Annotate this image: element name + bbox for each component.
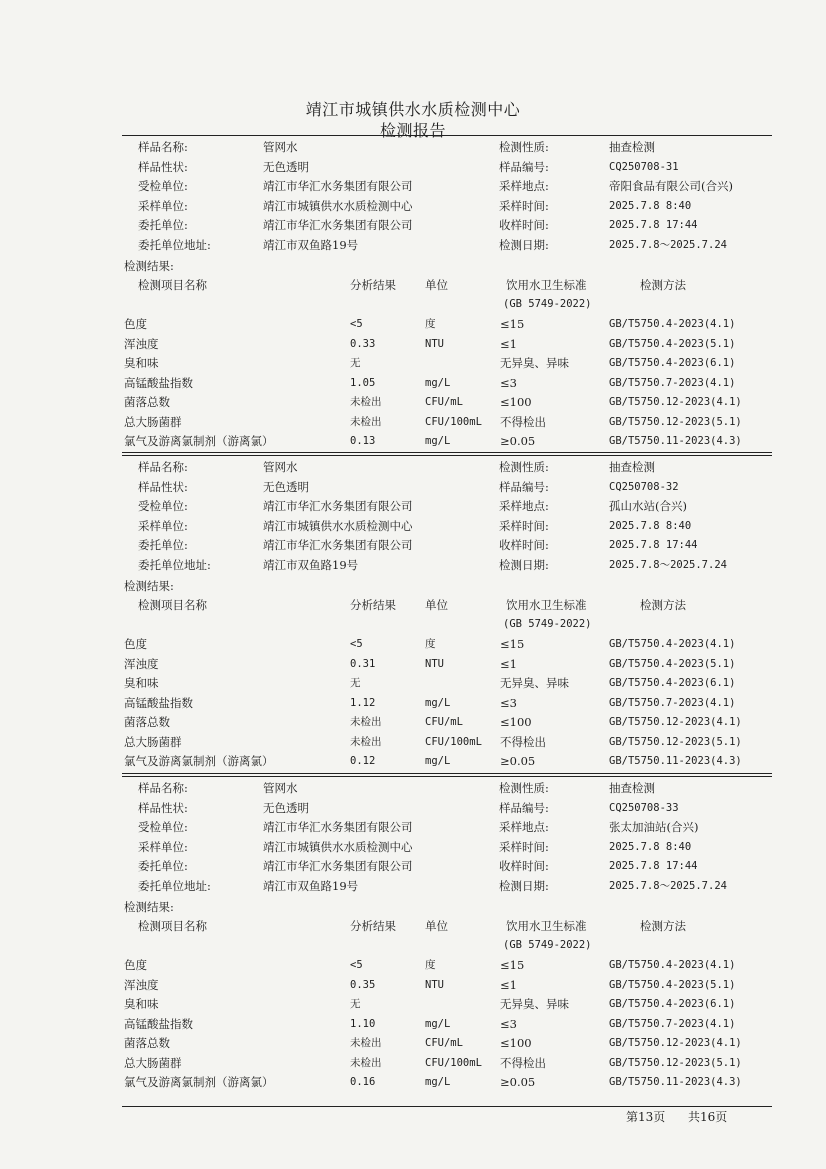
row-standard: ≤100 xyxy=(500,1036,532,1050)
row-item: 臭和味 xyxy=(124,997,159,1011)
value-client-unit: 靖江市华汇水务集团有限公司 xyxy=(263,538,413,552)
row-unit: mg/L xyxy=(425,376,451,389)
row-standard: ≤1 xyxy=(500,977,517,992)
row-item: 总大肠菌群 xyxy=(124,734,182,749)
value-sampling-time: 2025.7.8 8:40 xyxy=(609,519,692,532)
row-unit: NTU xyxy=(425,337,444,350)
row-item: 高锰酸盐指数 xyxy=(124,695,193,710)
row-method: GB/T5750.12-2023(4.1) xyxy=(609,716,742,728)
block-separator-rule xyxy=(122,776,772,777)
value-client-address: 靖江市双鱼路19号 xyxy=(263,237,359,252)
label-client-unit: 委托单位: xyxy=(138,538,188,552)
row-method: GB/T5750.11-2023(4.3) xyxy=(609,1076,742,1088)
value-receive-time: 2025.7.8 17:44 xyxy=(609,539,698,551)
report-title: 检测报告 xyxy=(379,121,446,140)
value-sample-name: 管网水 xyxy=(263,140,298,154)
row-result: 无 xyxy=(350,677,361,689)
row-result: <5 xyxy=(350,318,363,330)
row-method: GB/T5750.12-2023(4.1) xyxy=(609,396,742,408)
value-client-unit: 靖江市华汇水务集团有限公司 xyxy=(263,859,413,873)
value-test-nature: 抽查检测 xyxy=(609,140,655,154)
col-standard-code: (GB 5749-2022) xyxy=(503,618,592,630)
value-tested-unit: 靖江市华汇水务集团有限公司 xyxy=(263,499,413,513)
label-sampling-time: 采样时间: xyxy=(499,839,549,854)
value-sampling-time: 2025.7.8 8:40 xyxy=(609,199,692,212)
results-label: 检测结果: xyxy=(124,259,174,273)
row-method: GB/T5750.7-2023(4.1) xyxy=(609,1017,736,1030)
value-sample-no: CQ250708-33 xyxy=(609,801,679,814)
label-sampling-site: 采样地点: xyxy=(499,499,549,513)
label-sample-name: 样品名称: xyxy=(138,460,188,474)
row-item: 菌落总数 xyxy=(124,395,170,409)
row-unit: 度 xyxy=(425,318,436,330)
row-result: 未检出 xyxy=(350,716,382,728)
col-standard-code: (GB 5749-2022) xyxy=(503,939,592,951)
row-unit: CFU/100mL xyxy=(425,735,482,748)
col-item-header: 检测项目名称 xyxy=(138,919,207,933)
row-method: GB/T5750.4-2023(5.1) xyxy=(609,978,736,991)
row-method: GB/T5750.4-2023(4.1) xyxy=(609,959,736,971)
row-result: 0.12 xyxy=(350,755,376,767)
col-method-header: 检测方法 xyxy=(640,278,686,292)
label-tested-unit: 受检单位: xyxy=(138,820,188,834)
value-test-date: 2025.7.8～2025.7.24 xyxy=(609,238,727,251)
row-unit: 度 xyxy=(425,638,436,650)
row-item: 臭和味 xyxy=(124,676,159,690)
row-unit: NTU xyxy=(425,978,444,991)
row-standard: 无异臭、异味 xyxy=(500,997,569,1011)
row-standard: ≤3 xyxy=(500,375,517,390)
label-receive-time: 收样时间: xyxy=(499,538,549,552)
row-result: 1.05 xyxy=(350,376,376,389)
value-tested-unit: 靖江市华汇水务集团有限公司 xyxy=(263,820,413,834)
row-standard: ≤3 xyxy=(500,695,517,710)
results-label: 检测结果: xyxy=(124,900,174,914)
col-standard-code: (GB 5749-2022) xyxy=(503,298,592,310)
label-sample-name: 样品名称: xyxy=(138,140,188,154)
row-standard: ≤1 xyxy=(500,336,517,351)
label-tested-unit: 受检单位: xyxy=(138,499,188,513)
label-sampling-unit: 采样单位: xyxy=(138,198,188,213)
row-item: 氯气及游离氯制剂（游离氯） xyxy=(124,434,274,448)
value-client-address: 靖江市双鱼路19号 xyxy=(263,557,359,572)
value-sampling-site: 孤山水站(合兴) xyxy=(609,499,687,513)
results-label: 检测结果: xyxy=(124,579,174,593)
label-receive-time: 收样时间: xyxy=(499,218,549,232)
label-sampling-unit: 采样单位: xyxy=(138,839,188,854)
row-standard: 无异臭、异味 xyxy=(500,356,569,370)
row-unit: CFU/100mL xyxy=(425,415,482,428)
page-number: 第13页 xyxy=(626,1110,666,1124)
label-sampling-site: 采样地点: xyxy=(499,179,549,193)
value-sampling-time: 2025.7.8 8:40 xyxy=(609,840,692,853)
value-test-nature: 抽查检测 xyxy=(609,781,655,795)
row-result: <5 xyxy=(350,959,363,971)
block-separator-rule xyxy=(122,455,772,456)
row-item: 浑浊度 xyxy=(124,656,159,671)
value-sampling-unit: 靖江市城镇供水水质检测中心 xyxy=(263,198,413,213)
col-item-header: 检测项目名称 xyxy=(138,278,207,292)
col-result-header: 分析结果 xyxy=(350,598,396,612)
row-unit: mg/L xyxy=(425,1017,451,1030)
row-result: 未检出 xyxy=(350,735,382,748)
row-unit: mg/L xyxy=(425,1076,451,1088)
label-test-date: 检测日期: xyxy=(499,557,549,572)
row-method: GB/T5750.4-2023(6.1) xyxy=(609,357,736,369)
row-standard: ≥0.05 xyxy=(500,434,536,448)
row-method: GB/T5750.4-2023(4.1) xyxy=(609,318,736,330)
label-test-nature: 检测性质: xyxy=(499,781,549,795)
row-item: 色度 xyxy=(124,958,147,972)
col-unit-header: 单位 xyxy=(425,598,448,612)
label-sampling-time: 采样时间: xyxy=(499,518,549,533)
row-item: 菌落总数 xyxy=(124,1036,170,1050)
row-item: 臭和味 xyxy=(124,356,159,370)
row-method: GB/T5750.12-2023(5.1) xyxy=(609,735,742,748)
row-item: 浑浊度 xyxy=(124,336,159,351)
row-result: 无 xyxy=(350,998,361,1010)
row-standard: ≤1 xyxy=(500,656,517,671)
row-result: 1.10 xyxy=(350,1017,376,1030)
col-standard-header: 饮用水卫生标准 xyxy=(506,278,587,292)
row-unit: mg/L xyxy=(425,755,451,767)
label-sample-state: 样品性状: xyxy=(138,479,188,494)
row-standard: 不得检出 xyxy=(500,414,546,429)
col-method-header: 检测方法 xyxy=(640,919,686,933)
row-standard: ≤15 xyxy=(500,317,525,331)
row-unit: CFU/mL xyxy=(425,716,463,728)
value-client-address: 靖江市双鱼路19号 xyxy=(263,878,359,893)
row-result: 无 xyxy=(350,357,361,369)
row-item: 色度 xyxy=(124,637,147,651)
value-client-unit: 靖江市华汇水务集团有限公司 xyxy=(263,218,413,232)
block-separator-rule xyxy=(122,452,772,453)
label-test-nature: 检测性质: xyxy=(499,140,549,154)
row-result: 未检出 xyxy=(350,415,382,428)
value-sample-state: 无色透明 xyxy=(263,479,309,494)
col-standard-header: 饮用水卫生标准 xyxy=(506,919,587,933)
row-result: <5 xyxy=(350,638,363,650)
row-item: 总大肠菌群 xyxy=(124,1055,182,1070)
label-sample-no: 样品编号: xyxy=(499,800,549,815)
row-item: 菌落总数 xyxy=(124,715,170,729)
label-client-address: 委托单位地址: xyxy=(138,237,211,252)
value-test-date: 2025.7.8～2025.7.24 xyxy=(609,879,727,892)
row-result: 0.35 xyxy=(350,978,376,991)
value-sample-state: 无色透明 xyxy=(263,159,309,174)
label-test-date: 检测日期: xyxy=(499,878,549,893)
label-sample-state: 样品性状: xyxy=(138,800,188,815)
value-sample-no: CQ250708-31 xyxy=(609,160,679,173)
label-test-nature: 检测性质: xyxy=(499,460,549,474)
label-client-unit: 委托单位: xyxy=(138,859,188,873)
col-unit-header: 单位 xyxy=(425,919,448,933)
col-standard-header: 饮用水卫生标准 xyxy=(506,598,587,612)
block-top-rule xyxy=(122,135,772,136)
row-unit: mg/L xyxy=(425,696,451,709)
row-unit: 度 xyxy=(425,959,436,971)
value-test-nature: 抽查检测 xyxy=(609,460,655,474)
row-result: 0.16 xyxy=(350,1076,376,1088)
row-unit: CFU/100mL xyxy=(425,1056,482,1069)
row-method: GB/T5750.12-2023(5.1) xyxy=(609,415,742,428)
label-sampling-time: 采样时间: xyxy=(499,198,549,213)
row-result: 未检出 xyxy=(350,1037,382,1049)
row-standard: 不得检出 xyxy=(500,1055,546,1070)
row-result: 1.12 xyxy=(350,696,376,709)
row-result: 0.31 xyxy=(350,657,376,670)
col-unit-header: 单位 xyxy=(425,278,448,292)
row-standard: 无异臭、异味 xyxy=(500,676,569,690)
value-sample-state: 无色透明 xyxy=(263,800,309,815)
row-unit: CFU/mL xyxy=(425,1037,463,1049)
row-result: 0.13 xyxy=(350,435,376,447)
value-sampling-unit: 靖江市城镇供水水质检测中心 xyxy=(263,839,413,854)
block-separator-rule xyxy=(122,773,772,774)
value-sampling-site: 帝阳食品有限公司(合兴) xyxy=(609,179,733,193)
col-item-header: 检测项目名称 xyxy=(138,598,207,612)
row-method: GB/T5750.11-2023(4.3) xyxy=(609,435,742,447)
row-standard: ≤100 xyxy=(500,395,532,409)
col-method-header: 检测方法 xyxy=(640,598,686,612)
value-sample-no: CQ250708-32 xyxy=(609,480,679,493)
value-sample-name: 管网水 xyxy=(263,460,298,474)
col-result-header: 分析结果 xyxy=(350,919,396,933)
row-method: GB/T5750.11-2023(4.3) xyxy=(609,755,742,767)
org-title: 靖江市城镇供水水质检测中心 xyxy=(305,100,521,119)
row-item: 总大肠菌群 xyxy=(124,414,182,429)
label-receive-time: 收样时间: xyxy=(499,859,549,873)
row-unit: NTU xyxy=(425,657,444,670)
value-test-date: 2025.7.8～2025.7.24 xyxy=(609,558,727,571)
value-tested-unit: 靖江市华汇水务集团有限公司 xyxy=(263,179,413,193)
row-method: GB/T5750.7-2023(4.1) xyxy=(609,696,736,709)
row-method: GB/T5750.4-2023(5.1) xyxy=(609,657,736,670)
row-item: 氯气及游离氯制剂（游离氯） xyxy=(124,1075,274,1089)
row-result: 0.33 xyxy=(350,337,376,350)
row-item: 氯气及游离氯制剂（游离氯） xyxy=(124,754,274,768)
row-method: GB/T5750.4-2023(5.1) xyxy=(609,337,736,350)
label-test-date: 检测日期: xyxy=(499,237,549,252)
row-standard: ≥0.05 xyxy=(500,754,536,768)
row-unit: mg/L xyxy=(425,435,451,447)
label-sample-no: 样品编号: xyxy=(499,159,549,174)
page-total: 共16页 xyxy=(688,1110,728,1124)
row-item: 高锰酸盐指数 xyxy=(124,1016,193,1031)
row-item: 色度 xyxy=(124,317,147,331)
row-method: GB/T5750.4-2023(4.1) xyxy=(609,638,736,650)
label-sampling-site: 采样地点: xyxy=(499,820,549,834)
label-client-unit: 委托单位: xyxy=(138,218,188,232)
row-method: GB/T5750.4-2023(6.1) xyxy=(609,677,736,689)
row-item: 浑浊度 xyxy=(124,977,159,992)
label-sample-state: 样品性状: xyxy=(138,159,188,174)
row-unit: CFU/mL xyxy=(425,396,463,408)
value-sampling-site: 张太加油站(合兴) xyxy=(609,820,699,834)
label-sampling-unit: 采样单位: xyxy=(138,518,188,533)
value-receive-time: 2025.7.8 17:44 xyxy=(609,219,698,231)
row-method: GB/T5750.12-2023(5.1) xyxy=(609,1056,742,1069)
row-method: GB/T5750.7-2023(4.1) xyxy=(609,376,736,389)
row-result: 未检出 xyxy=(350,396,382,408)
value-sample-name: 管网水 xyxy=(263,781,298,795)
row-standard: ≤100 xyxy=(500,715,532,729)
row-standard: ≤3 xyxy=(500,1016,517,1031)
label-sample-no: 样品编号: xyxy=(499,479,549,494)
label-sample-name: 样品名称: xyxy=(138,781,188,795)
value-receive-time: 2025.7.8 17:44 xyxy=(609,860,698,872)
label-client-address: 委托单位地址: xyxy=(138,878,211,893)
row-result: 未检出 xyxy=(350,1056,382,1069)
row-standard: 不得检出 xyxy=(500,734,546,749)
row-method: GB/T5750.12-2023(4.1) xyxy=(609,1037,742,1049)
label-tested-unit: 受检单位: xyxy=(138,179,188,193)
label-client-address: 委托单位地址: xyxy=(138,557,211,572)
value-sampling-unit: 靖江市城镇供水水质检测中心 xyxy=(263,518,413,533)
row-standard: ≤15 xyxy=(500,958,525,972)
row-method: GB/T5750.4-2023(6.1) xyxy=(609,998,736,1010)
row-standard: ≥0.05 xyxy=(500,1075,536,1089)
row-item: 高锰酸盐指数 xyxy=(124,375,193,390)
col-result-header: 分析结果 xyxy=(350,278,396,292)
footer-rule xyxy=(122,1106,772,1107)
row-standard: ≤15 xyxy=(500,637,525,651)
